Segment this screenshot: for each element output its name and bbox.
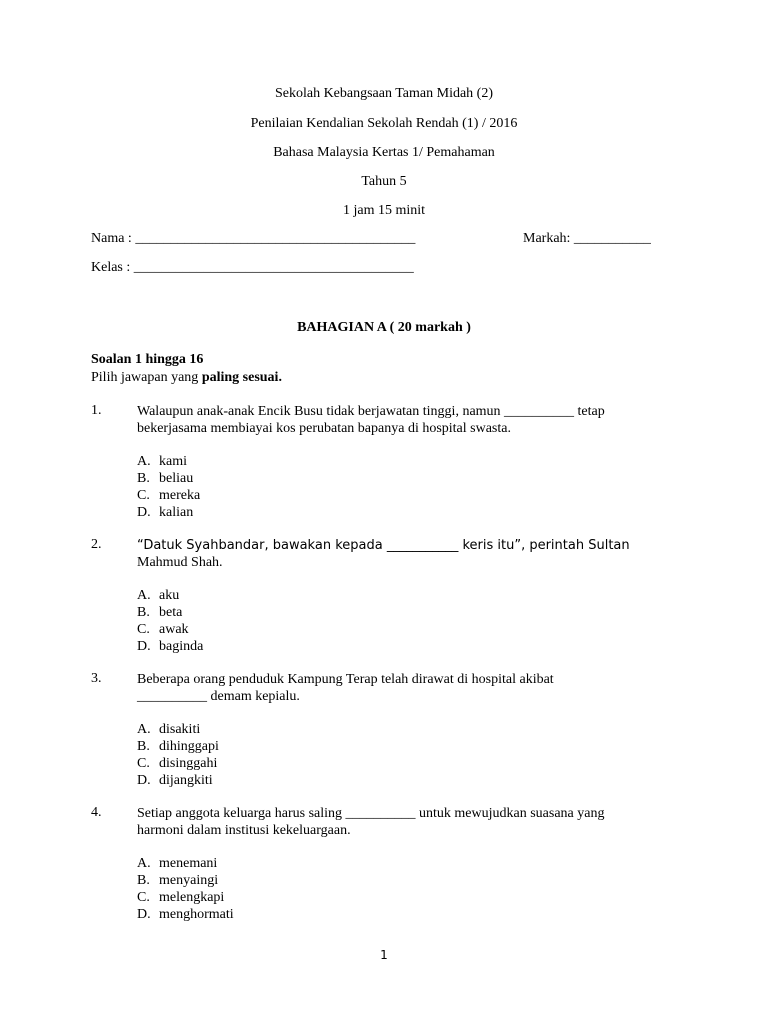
- option-letter: B.: [137, 471, 150, 486]
- question-text: [137, 537, 677, 571]
- option-d: [137, 504, 193, 521]
- kelas-field: Kelas : ________________________________________: [91, 260, 414, 275]
- option-letter: A.: [137, 588, 151, 603]
- option-text: dijangkiti: [159, 773, 213, 788]
- exam-title: Penilaian Kendalian Sekolah Rendah (1) / 2016: [250, 116, 518, 131]
- instruction: [91, 370, 282, 386]
- question-line: bekerjasama membiayai kos perubatan bapanya di hospital swasta.: [137, 421, 511, 436]
- option-text: menghormati: [159, 907, 234, 922]
- option-text: aku: [159, 588, 180, 603]
- option-b: [137, 738, 219, 755]
- year-label: Tahun 5: [361, 174, 407, 189]
- option-a: [137, 855, 217, 872]
- option-c: [137, 889, 224, 906]
- option-letter: C.: [137, 890, 150, 905]
- option-letter: D.: [137, 505, 151, 520]
- option-letter: A.: [137, 856, 151, 871]
- instruction-prefix: Pilih jawapan yang: [91, 370, 202, 385]
- option-letter: D.: [137, 907, 151, 922]
- option-a: [137, 453, 187, 470]
- option-letter: D.: [137, 639, 151, 654]
- option-a: [137, 721, 200, 738]
- option-text: disakiti: [159, 722, 201, 737]
- question-line: __________ demam kepialu.: [137, 689, 300, 704]
- option-b: [137, 604, 182, 621]
- duration-label: 1 jam 15 minit: [342, 203, 426, 218]
- option-text: menemani: [159, 856, 218, 871]
- option-text: kami: [159, 454, 187, 469]
- question-line: Mahmud Shah.: [137, 555, 223, 570]
- option-letter: B.: [137, 873, 150, 888]
- option-letter: B.: [137, 605, 150, 620]
- nama-field: Nama : ________________________________________: [91, 231, 416, 246]
- option-letter: C.: [137, 756, 150, 771]
- option-letter: C.: [137, 622, 150, 637]
- option-a: [137, 587, 179, 604]
- option-d: [137, 772, 213, 789]
- question-line: Setiap anggota keluarga harus saling __________ untuk mewujudkan suasana yang: [137, 806, 605, 821]
- question-number: 2.: [91, 537, 102, 552]
- option-letter: A.: [137, 454, 151, 469]
- option-text: melengkapi: [159, 890, 225, 905]
- question-text: [137, 671, 677, 705]
- question-number: 1.: [91, 403, 102, 418]
- option-b: [137, 872, 218, 889]
- option-text: disinggahi: [159, 756, 218, 771]
- question-line: Beberapa orang penduduk Kampung Terap telah dirawat di hospital akibat: [137, 672, 554, 687]
- school-name: Sekolah Kebangsaan Taman Midah (2): [274, 86, 494, 101]
- option-text: baginda: [159, 639, 204, 654]
- question-range: Soalan 1 hingga 16: [91, 352, 204, 367]
- option-text: menyaingi: [159, 873, 219, 888]
- option-letter: A.: [137, 722, 151, 737]
- option-text: mereka: [159, 488, 201, 503]
- paper-title: Bahasa Malaysia Kertas 1/ Pemahaman: [273, 145, 495, 160]
- question-line: “Datuk Syahbandar, bawakan kepada ___________ keris itu”, perintah Sultan: [137, 538, 630, 553]
- option-text: kalian: [159, 505, 194, 520]
- option-letter: C.: [137, 488, 150, 503]
- question-line: harmoni dalam institusi kekeluargaan.: [137, 823, 351, 838]
- option-b: [137, 470, 193, 487]
- option-c: [137, 487, 200, 504]
- option-d: [137, 906, 234, 923]
- section-title: BAHAGIAN A ( 20 markah ): [297, 320, 471, 335]
- question-text: [137, 403, 677, 437]
- option-letter: B.: [137, 739, 150, 754]
- page-number: 1: [380, 948, 388, 962]
- option-text: awak: [159, 622, 189, 637]
- question-text: [137, 805, 677, 839]
- option-c: [137, 755, 217, 772]
- option-letter: D.: [137, 773, 151, 788]
- question-line: Walaupun anak-anak Encik Busu tidak berjawatan tinggi, namun __________ tetap: [137, 404, 605, 419]
- option-text: beliau: [159, 471, 194, 486]
- instruction-emphasis: paling sesuai.: [201, 370, 282, 385]
- markah-field: Markah: ___________: [523, 231, 651, 246]
- option-text: dihinggapi: [159, 739, 219, 754]
- question-number: 3.: [91, 671, 102, 686]
- option-text: beta: [159, 605, 183, 620]
- question-number: 4.: [91, 805, 102, 820]
- option-d: [137, 638, 203, 655]
- option-c: [137, 621, 189, 638]
